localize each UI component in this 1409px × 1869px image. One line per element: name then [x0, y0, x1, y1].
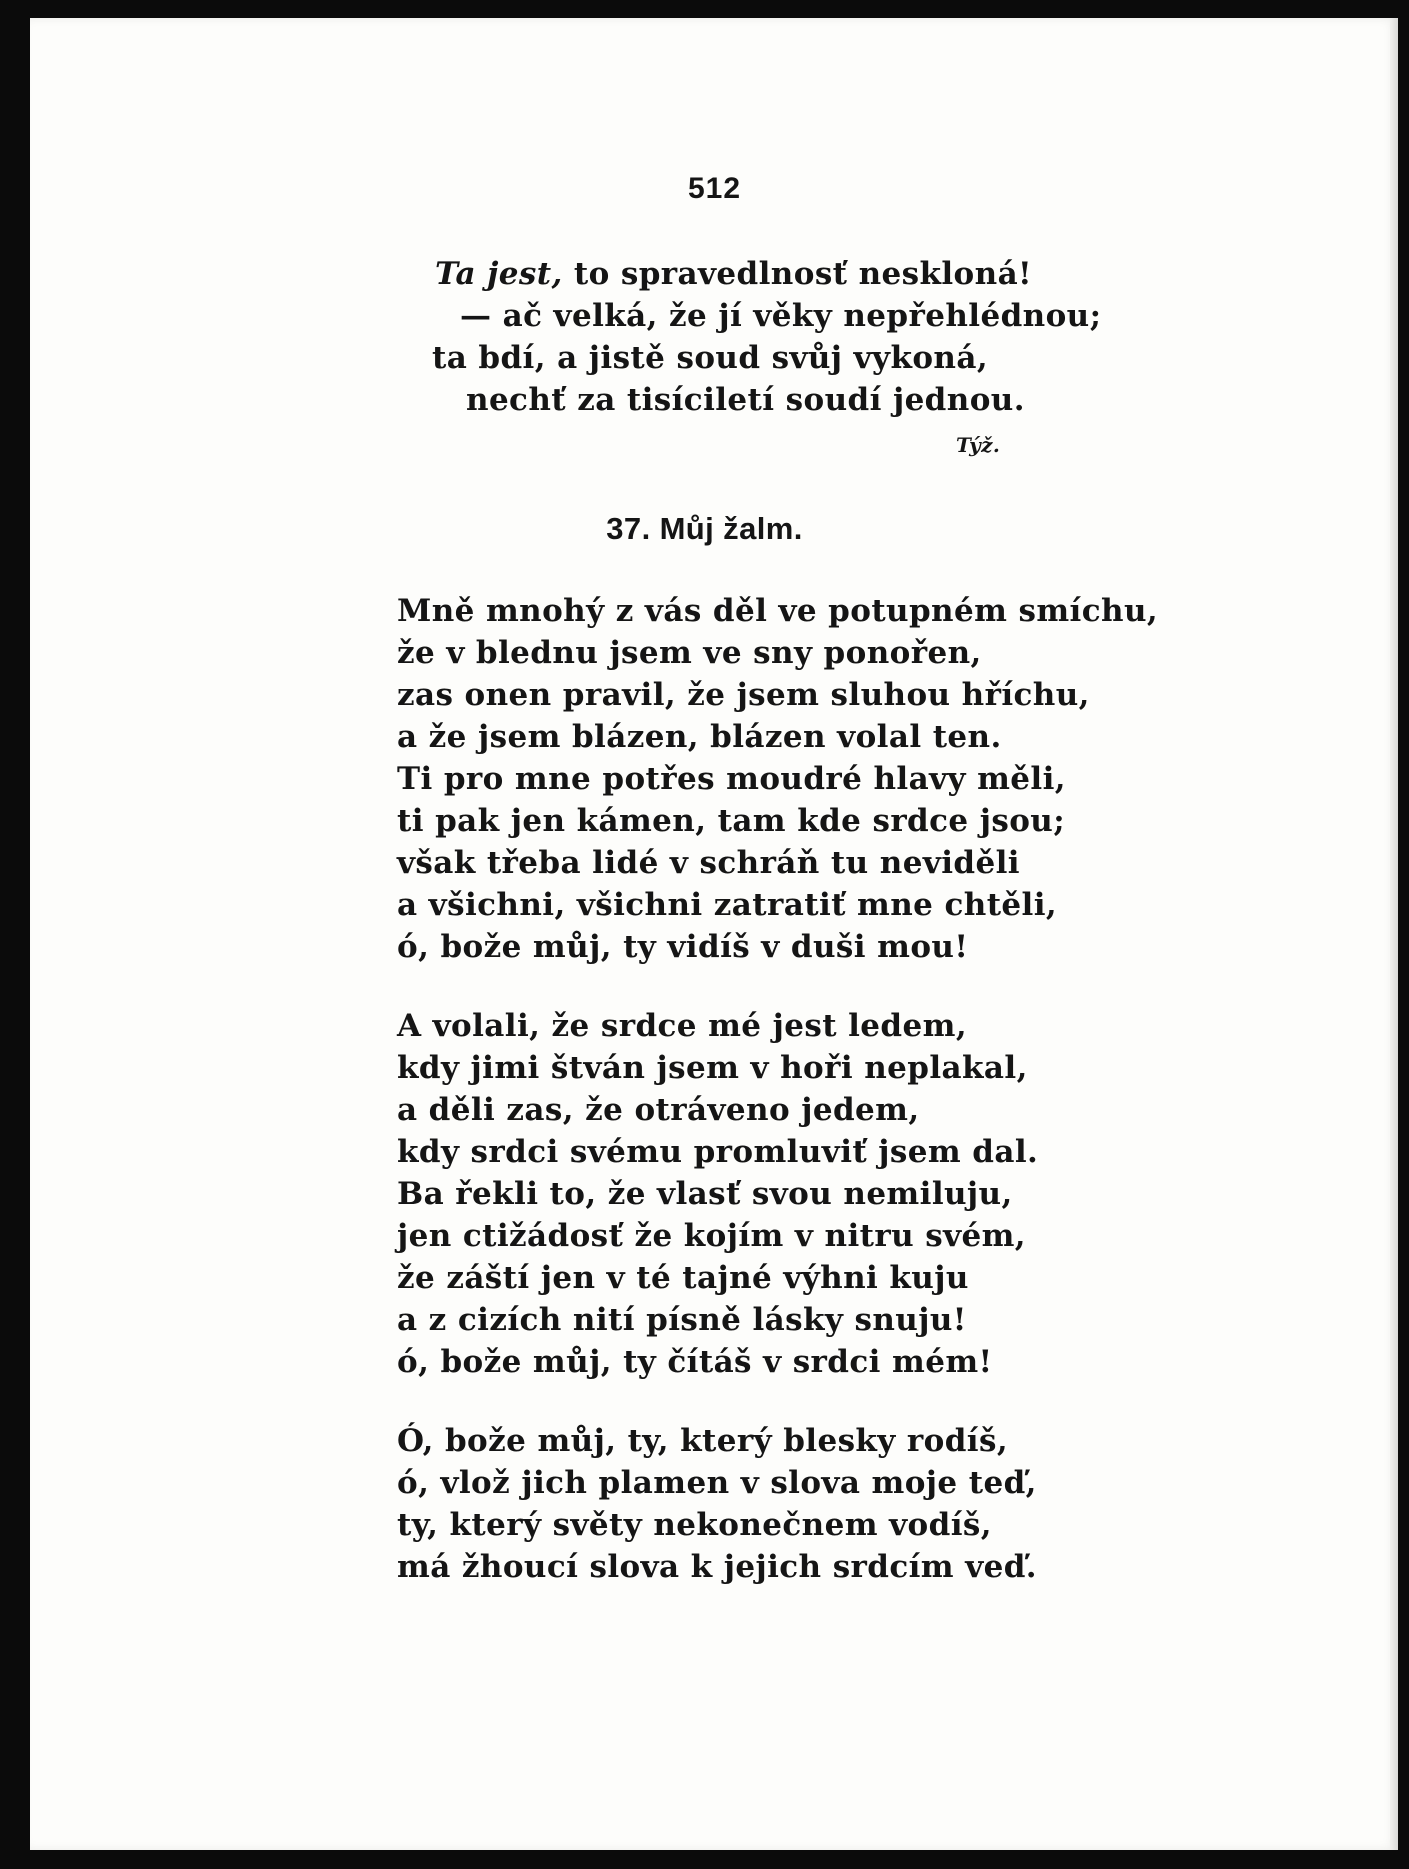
- stanza3-line: má žhoucí slova k jejich srdcím veď.: [397, 1549, 1038, 1585]
- top-stanza-line-3: ta bdí, a jistě soud svůj vykoná,: [432, 340, 989, 376]
- stanza2-line: a děli zas, že otráveno jedem,: [397, 1092, 920, 1128]
- page-edge-shadow: [1390, 18, 1398, 1850]
- stanza1-line: že v blednu jsem ve sny ponořen,: [397, 635, 982, 671]
- top-stanza-line-1: [435, 255, 1032, 293]
- stanza2-line: kdy jimi štván jsem v hoři neplakal,: [397, 1050, 1028, 1086]
- stanza1-line: však třeba lidé v schráň tu neviděli: [397, 845, 1020, 881]
- poem-title: 37. Můj žalm.: [606, 511, 803, 546]
- top-stanza-line-1-rest: to spravedlnosť neskloná!: [562, 256, 1033, 292]
- stanza1-line: ti pak jen kámen, tam kde srdce jsou;: [397, 803, 1066, 839]
- top-stanza-line-1-italic: Ta jest,: [435, 256, 563, 292]
- stanza2-line: A volali, že srdce mé jest ledem,: [397, 1008, 968, 1044]
- top-stanza-line-4: nechť za tisíciletí soudí jednou.: [466, 382, 1025, 418]
- stanza2-line: že záští jen v té tajné výhni kuju: [397, 1260, 969, 1296]
- stanza2-line: a z cizích nití písně lásky snuju!: [397, 1302, 967, 1338]
- stanza2-line: ó, bože můj, ty čítáš v srdci mém!: [397, 1344, 993, 1380]
- stanza3-line: Ó, bože můj, ty, který blesky rodíš,: [397, 1423, 1009, 1459]
- top-stanza-line-2: — ač velká, že jí věky nepřehlédnou;: [460, 298, 1102, 334]
- stanza1-line: Mně mnohý z vás děl ve potupném smíchu,: [397, 593, 1159, 629]
- stanza3-line: ty, který světy nekonečnem vodíš,: [397, 1507, 992, 1543]
- page-number: 512: [687, 172, 742, 205]
- stanza2-line: kdy srdci svému promluviť jsem dal.: [397, 1134, 1039, 1170]
- stanza3-line: ó, vlož jich plamen v slova moje teď,: [397, 1465, 1037, 1501]
- attribution: Týž.: [956, 433, 1001, 457]
- stanza1-line: a všichni, všichni zatratiť mne chtěli,: [397, 887, 1058, 923]
- stanza1-line: a že jsem blázen, blázen volal ten.: [397, 719, 1002, 755]
- stanza2-line: jen ctižádosť že kojím v nitru svém,: [397, 1218, 1026, 1254]
- stanza2-line: Ba řekli to, že vlasť svou nemiluju,: [397, 1176, 1013, 1212]
- stanza1-line: Ti pro mne potřes moudré hlavy měli,: [397, 761, 1066, 797]
- stanza1-line: zas onen pravil, že jsem sluhou hříchu,: [397, 677, 1090, 713]
- stanza1-line: ó, bože můj, ty vidíš v duši mou!: [397, 929, 969, 965]
